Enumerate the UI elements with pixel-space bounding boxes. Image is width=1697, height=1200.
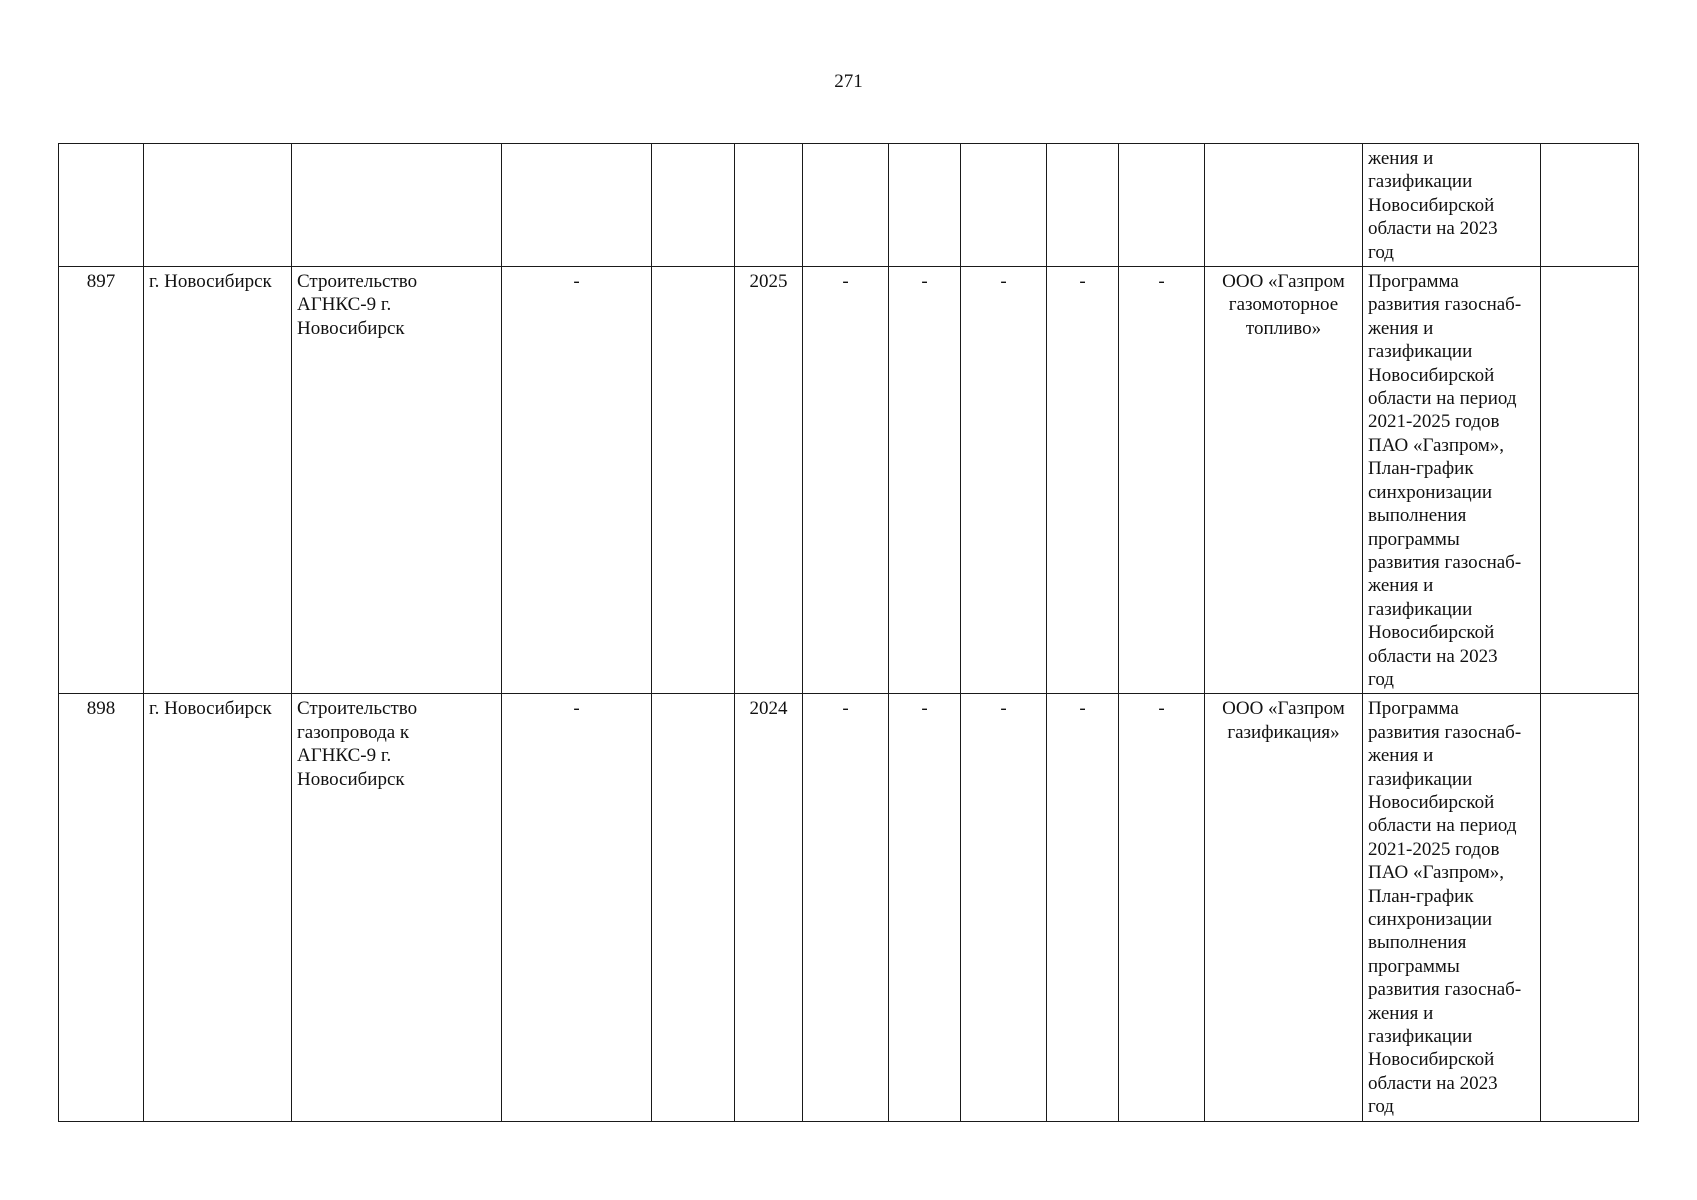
- cell-c10: -: [1047, 694, 1119, 1121]
- cell-year: [735, 144, 803, 267]
- cell-object: Строительство газопровода к АГНКС-9 г. Новосибирск: [292, 694, 502, 1121]
- cell-object: Строительство АГНКС-9 г. Новосибирск: [292, 267, 502, 694]
- page-number: 271: [834, 71, 863, 92]
- cell-c11: -: [1119, 267, 1205, 694]
- cell-program: Программа развития газоснаб- жения и газификации Новосибирской области на период 2021-2025 годов ПАО «Газпром», План-график синхронизации выполнения программы развития газоснаб- жения и газификации Новосибирской области на 2023 год: [1363, 694, 1541, 1121]
- cell-c4: [502, 144, 652, 267]
- cell-program: жения и газификации Новосибирской области на 2023 год: [1363, 144, 1541, 267]
- cell-c14: [1541, 267, 1639, 694]
- cell-c10: -: [1047, 267, 1119, 694]
- cell-c8: [889, 144, 961, 267]
- cell-num: 898: [59, 694, 144, 1121]
- cell-locality: г. Новосибирск: [144, 694, 292, 1121]
- cell-program: Программа развития газоснаб- жения и газификации Новосибирской области на период 2021-2025 годов ПАО «Газпром», План-график синхронизации выполнения программы развития газоснаб- жения и газификации Новосибирской области на 2023 год: [1363, 267, 1541, 694]
- cell-num: 897: [59, 267, 144, 694]
- cell-year: 2025: [735, 267, 803, 694]
- cell-c9: [961, 144, 1047, 267]
- cell-c7: [803, 144, 889, 267]
- cell-c7: -: [803, 694, 889, 1121]
- cell-org: ООО «Газпром газомоторное топливо»: [1205, 267, 1363, 694]
- table-row-continuation: [59, 144, 1639, 267]
- cell-c9: -: [961, 694, 1047, 1121]
- cell-c11: -: [1119, 694, 1205, 1121]
- cell-c14: [1541, 144, 1639, 267]
- cell-org: ООО «Газпром газификация»: [1205, 694, 1363, 1121]
- cell-locality: [144, 144, 292, 267]
- table-row: [59, 267, 1639, 694]
- cell-c14: [1541, 694, 1639, 1121]
- cell-c5: [652, 694, 735, 1121]
- table-row: [59, 694, 1639, 1121]
- cell-c8: -: [889, 694, 961, 1121]
- cell-c9: -: [961, 267, 1047, 694]
- cell-c5: [652, 144, 735, 267]
- cell-c4: -: [502, 694, 652, 1121]
- cell-c10: [1047, 144, 1119, 267]
- cell-c8: -: [889, 267, 961, 694]
- cell-locality: г. Новосибирск: [144, 267, 292, 694]
- cell-object: [292, 144, 502, 267]
- data-table: [58, 143, 1639, 1122]
- cell-num: [59, 144, 144, 267]
- cell-c5: [652, 267, 735, 694]
- cell-org: [1205, 144, 1363, 267]
- cell-year: 2024: [735, 694, 803, 1121]
- cell-c7: -: [803, 267, 889, 694]
- cell-c4: -: [502, 267, 652, 694]
- cell-c11: [1119, 144, 1205, 267]
